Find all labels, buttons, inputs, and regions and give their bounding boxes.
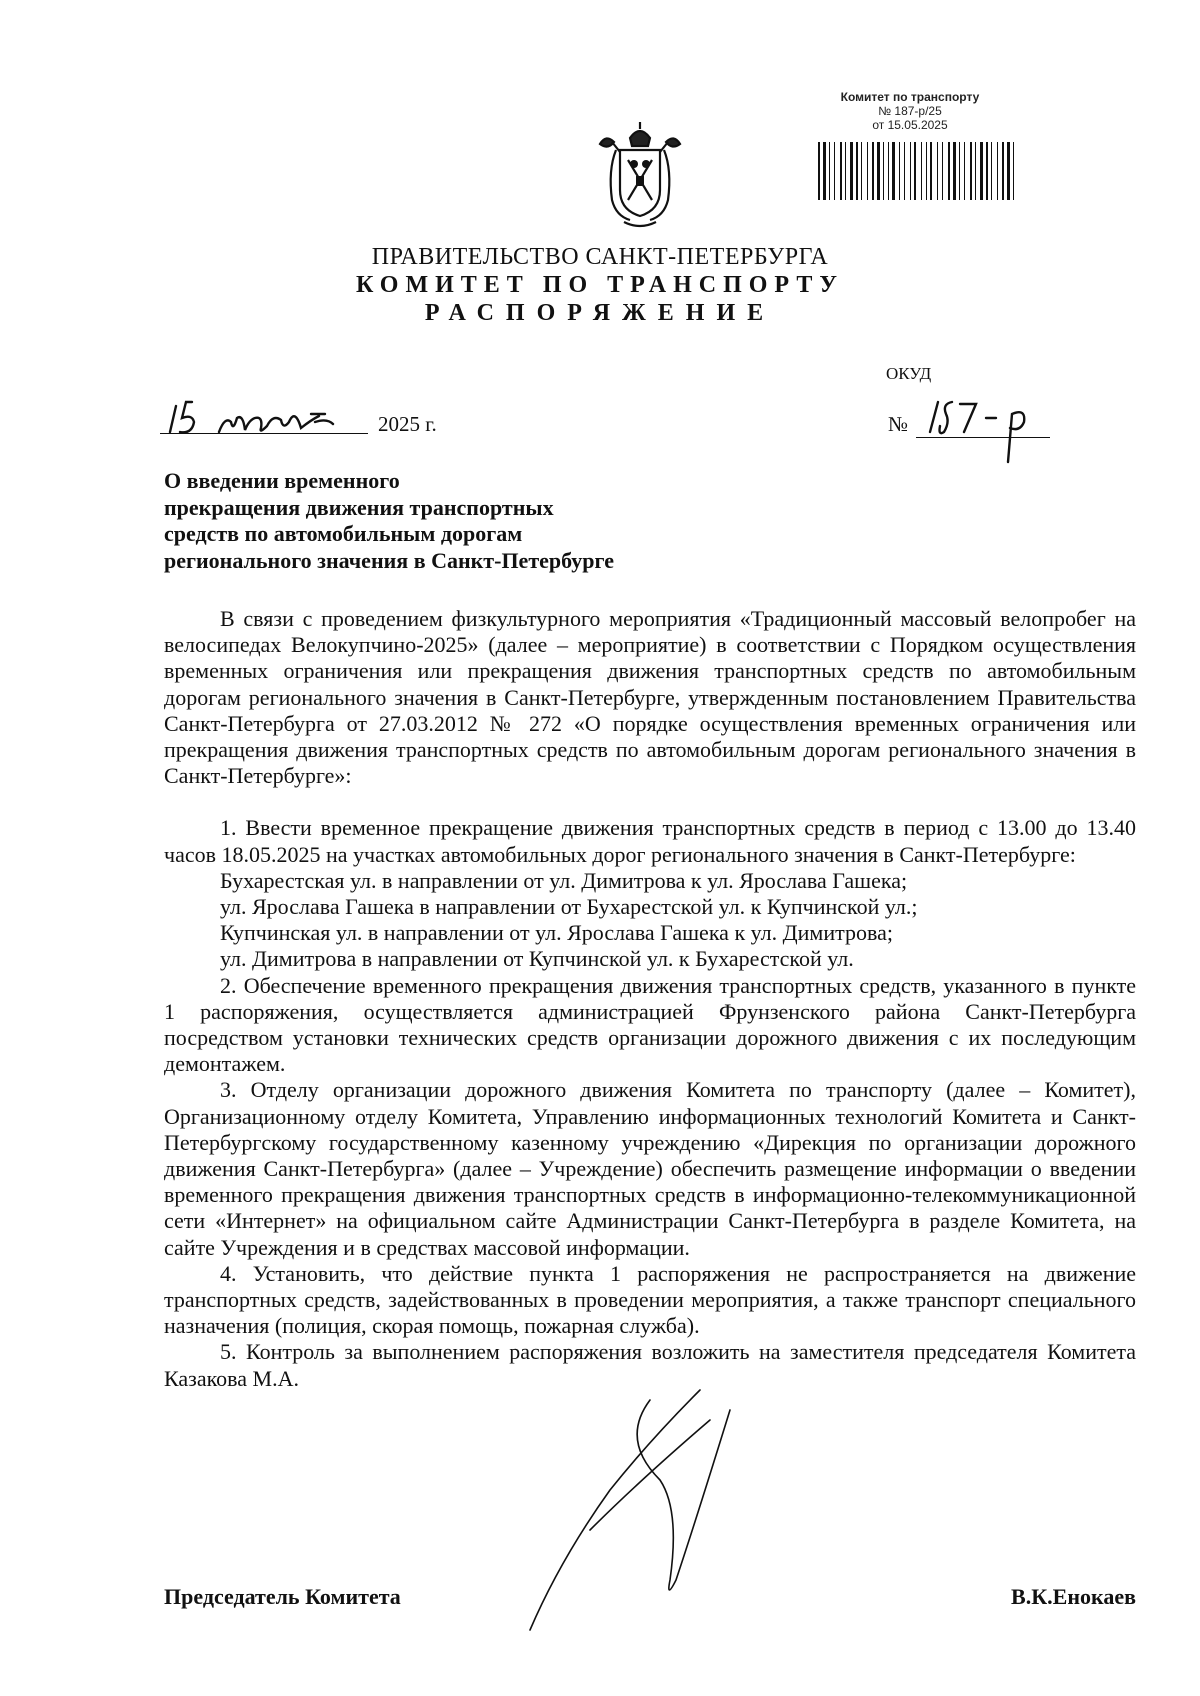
registration-stamp [790, 90, 1030, 132]
number-sign: № [888, 412, 909, 436]
barcode-bar [867, 142, 868, 200]
document-title [164, 468, 724, 574]
barcode-bar [883, 142, 884, 200]
title-line: О введении временного [164, 468, 400, 493]
barcode-bar [861, 142, 862, 200]
barcode-bar [1013, 142, 1014, 200]
barcode-bar [840, 142, 842, 200]
document-type: РАСПОРЯЖЕНИЕ [424, 300, 776, 326]
stamp-org: Комитет по транспорту [840, 90, 980, 104]
barcode [818, 142, 1026, 204]
barcode-bar [948, 142, 950, 200]
stamp-number: № 187-р/25 [878, 104, 942, 118]
barcode-bar [1002, 142, 1004, 200]
barcode-bar [953, 142, 956, 200]
barcode-bar [888, 142, 889, 200]
street-item: Купчинская ул. в направлении от ул. Ярослава Гашека к ул. Димитрова; [220, 920, 893, 946]
handwritten-document-number [916, 392, 1046, 464]
date-underline [160, 433, 368, 434]
barcode-bar [845, 142, 846, 200]
barcode-bar [910, 142, 911, 200]
barcode-bar [921, 142, 922, 200]
barcode-bar [1007, 142, 1010, 200]
committee-name: КОМИТЕТ ПО ТРАНСПОРТУ [356, 272, 844, 298]
title-line: регионального значения в Санкт-Петербурге [164, 547, 614, 573]
barcode-bar [823, 142, 826, 200]
barcode-bar [964, 142, 965, 200]
barcode-bar [980, 142, 983, 200]
barcode-bar [970, 142, 972, 200]
coat-of-arms-icon [590, 120, 690, 230]
barcode-bar [818, 142, 820, 200]
date-year: 2025 г. [378, 412, 437, 436]
barcode-bar [856, 142, 858, 200]
barcode-bar [975, 142, 976, 200]
government-name: ПРАВИТЕЛЬСТВО САНКТ-ПЕТЕРБУРГА [371, 244, 829, 270]
handwritten-signature [500, 1380, 780, 1650]
preamble-paragraph: В связи с проведением физкультурного мероприятия «Традиционный массовый велопробег на велосипедах Велокупчино-2025» (далее – мероприятие) в соответствии с Порядком осуществления временных ограничения или прекращения движения транспортных средств по автомобильным дорогам регионального значения в Санкт-Петербурге, утвержденным постановлением Правительства Санкт-Петербурга от 27.03.2012 № 272 «О порядке осуществления временных ограничения или прекращения движения транспортных средств по автомобильным дорогам регионального значения в Санкт-Петербурге»: [164, 606, 1136, 789]
barcode-bar [914, 142, 916, 200]
street-item: Бухарестская ул. в направлении от ул. Димитрова к ул. Ярослава Гашека; [220, 867, 908, 893]
number-underline [916, 437, 1050, 438]
barcode-bar [959, 142, 960, 200]
signatory-name: В.К.Енокаев [1011, 1584, 1136, 1609]
barcode-bar [877, 142, 880, 200]
barcode-bar [899, 142, 900, 200]
barcode-bar [850, 142, 853, 200]
barcode-bar [872, 142, 874, 200]
barcode-bar [834, 142, 835, 200]
signatory-position: Председатель Комитета [164, 1584, 401, 1609]
item-2-paragraph: 2. Обеспечение временного прекращения движения транспортных средств, указанного в пункте 1 распоряжения, осуществляется администрацией Фрунзенского района Санкт-Петербурга посредством установки технических средств организации дорожного движения с их последующим демонтажем. [164, 972, 1136, 1077]
barcode-bar [986, 142, 988, 200]
barcode-bar [892, 142, 895, 200]
barcode-bar [937, 142, 938, 200]
okud-label: ОКУД [886, 364, 932, 383]
barcode-bar [942, 142, 943, 200]
street-item: ул. Димитрова в направлении от Купчинской ул. к Бухарестской ул. [220, 946, 854, 972]
barcode-bar [991, 142, 992, 200]
barcode-bar [926, 142, 927, 200]
item-3-paragraph: 3. Отделу организации дорожного движения Комитета по транспорту (далее – Комитет), Организационному отделу Комитета, Управлению информационных технологий Комитета и Санкт-Петербургскому государственному казенному учреждению «Дирекция по организации дорожного движения Санкт-Петербурга» (далее – Учреждение) обеспечить размещение информации о введении временного прекращения движения транспортных средств в информационно-телекоммуникационной сети «Интернет» на официальном сайте Администрации Санкт-Петербурга в разделе Комитета, на сайте Учреждения и в средствах массовой информации. [164, 1077, 1136, 1260]
document-body [164, 606, 1136, 1392]
title-line: прекращения движения транспортных [164, 494, 554, 520]
barcode-bar [829, 142, 830, 200]
street-item: ул. Ярослава Гашека в направлении от Бухарестской ул. к Купчинской ул.; [220, 894, 918, 920]
item-4-paragraph: 4. Установить, что действие пункта 1 распоряжения не распространяется на движение транспортных средств, задействованных в проведении мероприятия, а также транспорт специального назначения (полиция, скорая помощь, пожарная служба). [164, 1260, 1136, 1339]
barcode-bar [930, 142, 932, 200]
stamp-date: от 15.05.2025 [872, 118, 948, 132]
title-line: средств по автомобильным дорогам [164, 521, 523, 546]
barcode-bar [997, 142, 998, 200]
item-5-paragraph: 5. Контроль за выполнением распоряжения возложить на заместителя председателя Комитета Казакова М.А. [164, 1339, 1136, 1391]
barcode-bar [904, 142, 905, 200]
item-1-paragraph: 1. Ввести временное прекращение движения транспортных средств в период с 13.00 до 13.40 часов 18.05.2025 на участках автомобильных дорог регионального значения в Санкт-Петербурге: [164, 815, 1136, 867]
